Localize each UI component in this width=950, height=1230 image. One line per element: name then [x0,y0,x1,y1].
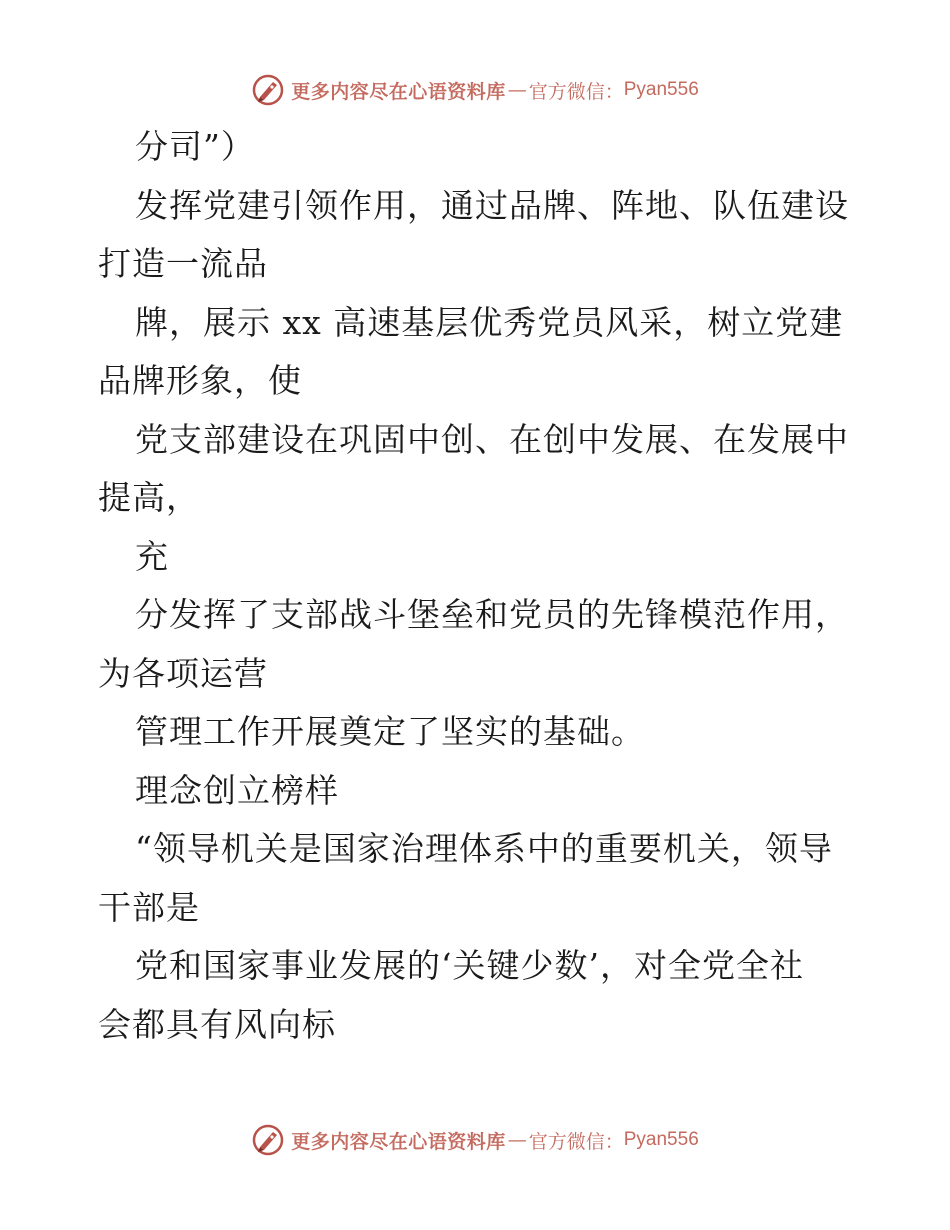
body-line: 会都具有风向标 [98,1004,336,1044]
pen-logo-icon [251,73,285,107]
footer-wechat-id: Pyan556 [623,1129,699,1150]
body-line: 党支部建设在巩固中创、在创中发展、在发展中 [135,419,849,459]
body-line: 发挥党建引领作用，通过品牌、阵地、队伍建设 [135,185,849,225]
body-line: 品牌形象，使 [98,361,302,400]
footer-dash: — [507,1129,527,1151]
header-brand-text: 更多内容尽在心语资料库 [291,80,506,103]
header-wechat-label: 官方微信： [528,80,624,103]
body-line: “领导机关是国家治理体系中的重要机关，领导 [135,829,833,868]
body-line: 为各项运营 [98,653,268,693]
body-line: 分司”） [135,127,255,166]
body-line: 管理工作开展奠定了坚实的基础。 [135,712,645,751]
footer-watermark [0,1120,950,1160]
body-line: 提高， [98,478,200,517]
body-line: 充 [135,536,169,576]
footer-wechat-label: 官方微信： [528,1130,624,1153]
header-wechat-id: Pyan556 [623,79,699,100]
header-watermark [0,70,950,110]
body-line: 分发挥了支部战斗堡垒和党员的先锋模范作用， [135,595,849,634]
header-dash: — [507,79,527,101]
footer-brand-text: 更多内容尽在心语资料库 [291,1130,506,1153]
pen-logo-icon [251,1123,285,1157]
document-body [98,118,858,1054]
body-line: 牌，展示 xx 高速基层优秀党员风采，树立党建 [135,302,844,342]
body-line: 党和国家事业发展的‘关键少数’，对全党全社 [135,946,804,985]
body-line: 打造一流品 [98,244,268,283]
body-line: 干部是 [98,887,200,927]
body-line: 理念创立榜样 [135,770,339,810]
